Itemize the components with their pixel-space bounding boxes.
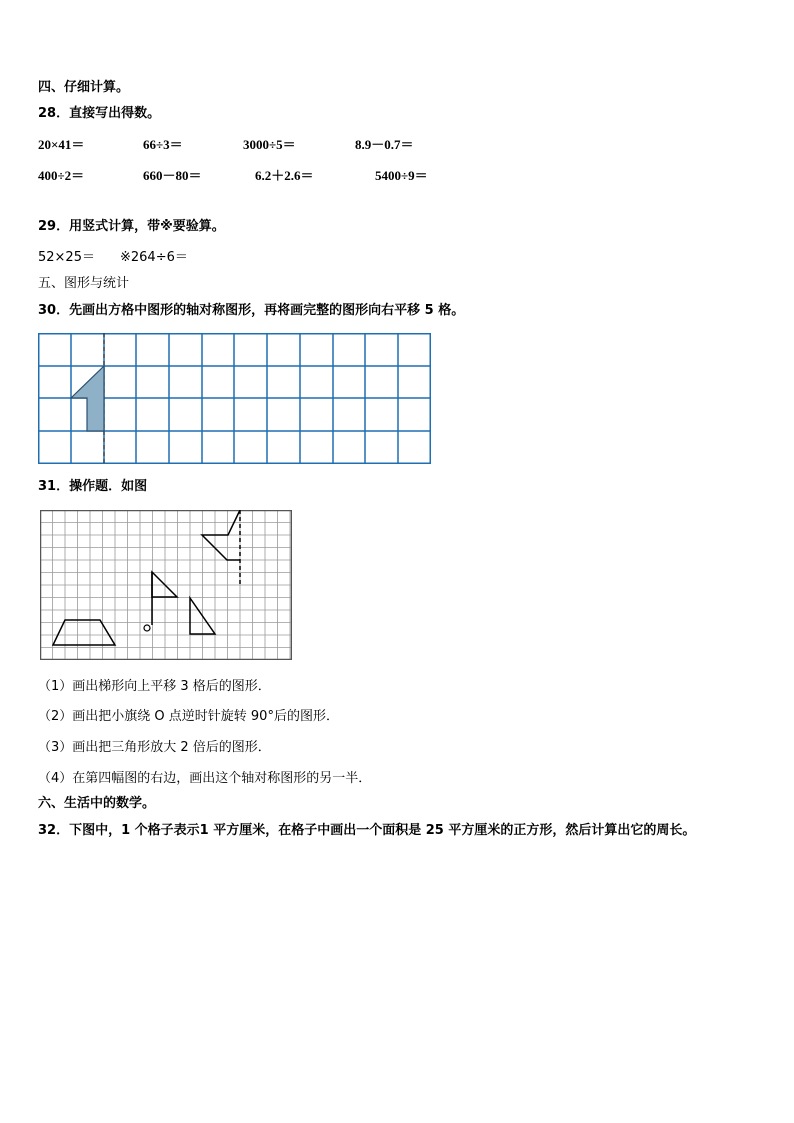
section-4-title: 四、仔细计算。 bbox=[38, 80, 130, 95]
calc-item: 5400÷9＝ bbox=[375, 168, 428, 183]
half-shape bbox=[71, 366, 104, 431]
question-30-prompt: 30．先画出方格中图形的轴对称图形，再将画完整的图形向右平移 5 格。 bbox=[38, 303, 465, 318]
question-31-item: （3）画出把三角形放大 2 倍后的图形． bbox=[38, 740, 271, 755]
calc-item: 66÷3＝ bbox=[143, 137, 183, 152]
calc-item: 400÷2＝ bbox=[38, 168, 85, 183]
question-31-item: （4）在第四幅图的右边，画出这个轴对称图形的另一半． bbox=[38, 771, 372, 786]
trapezoid-shape bbox=[53, 620, 115, 645]
flag-shape bbox=[152, 572, 177, 597]
calc-item: 8.9－0.7＝ bbox=[355, 137, 414, 152]
calc-item: 660－80＝ bbox=[143, 168, 202, 183]
calc-item: 3000÷5＝ bbox=[243, 137, 296, 152]
question-31-item: （1）画出梯形向上平移 3 格后的图形． bbox=[38, 679, 271, 694]
question-31-item: （2）画出把小旗绕 O 点逆时针旋转 90°后的图形． bbox=[38, 709, 339, 724]
symmetry-grid bbox=[38, 333, 431, 464]
operation-grid bbox=[40, 510, 292, 660]
vertical-calc-item: 52×25＝ bbox=[38, 250, 95, 265]
question-29-prompt: 29．用竖式计算，带※要验算。 bbox=[38, 219, 225, 234]
section-5-title: 五、图形与统计 bbox=[38, 276, 130, 291]
section-6-title: 六、生活中的数学。 bbox=[38, 796, 156, 811]
calc-item: 6.2＋2.6＝ bbox=[255, 168, 314, 183]
calc-item: 20×41＝ bbox=[38, 137, 85, 152]
question-32-prompt: 32．下图中，1 个格子表示1 平方厘米，在格子中画出一个面积是 25 平方厘米的正方形，然后计算出它的周长。 bbox=[38, 823, 696, 838]
rotation-point-o bbox=[144, 625, 150, 631]
question-31-prompt: 31．操作题．如图 bbox=[38, 479, 148, 494]
question-28-prompt: 28．直接写出得数。 bbox=[38, 106, 161, 121]
vertical-calc-item: ※264÷6＝ bbox=[120, 250, 188, 265]
